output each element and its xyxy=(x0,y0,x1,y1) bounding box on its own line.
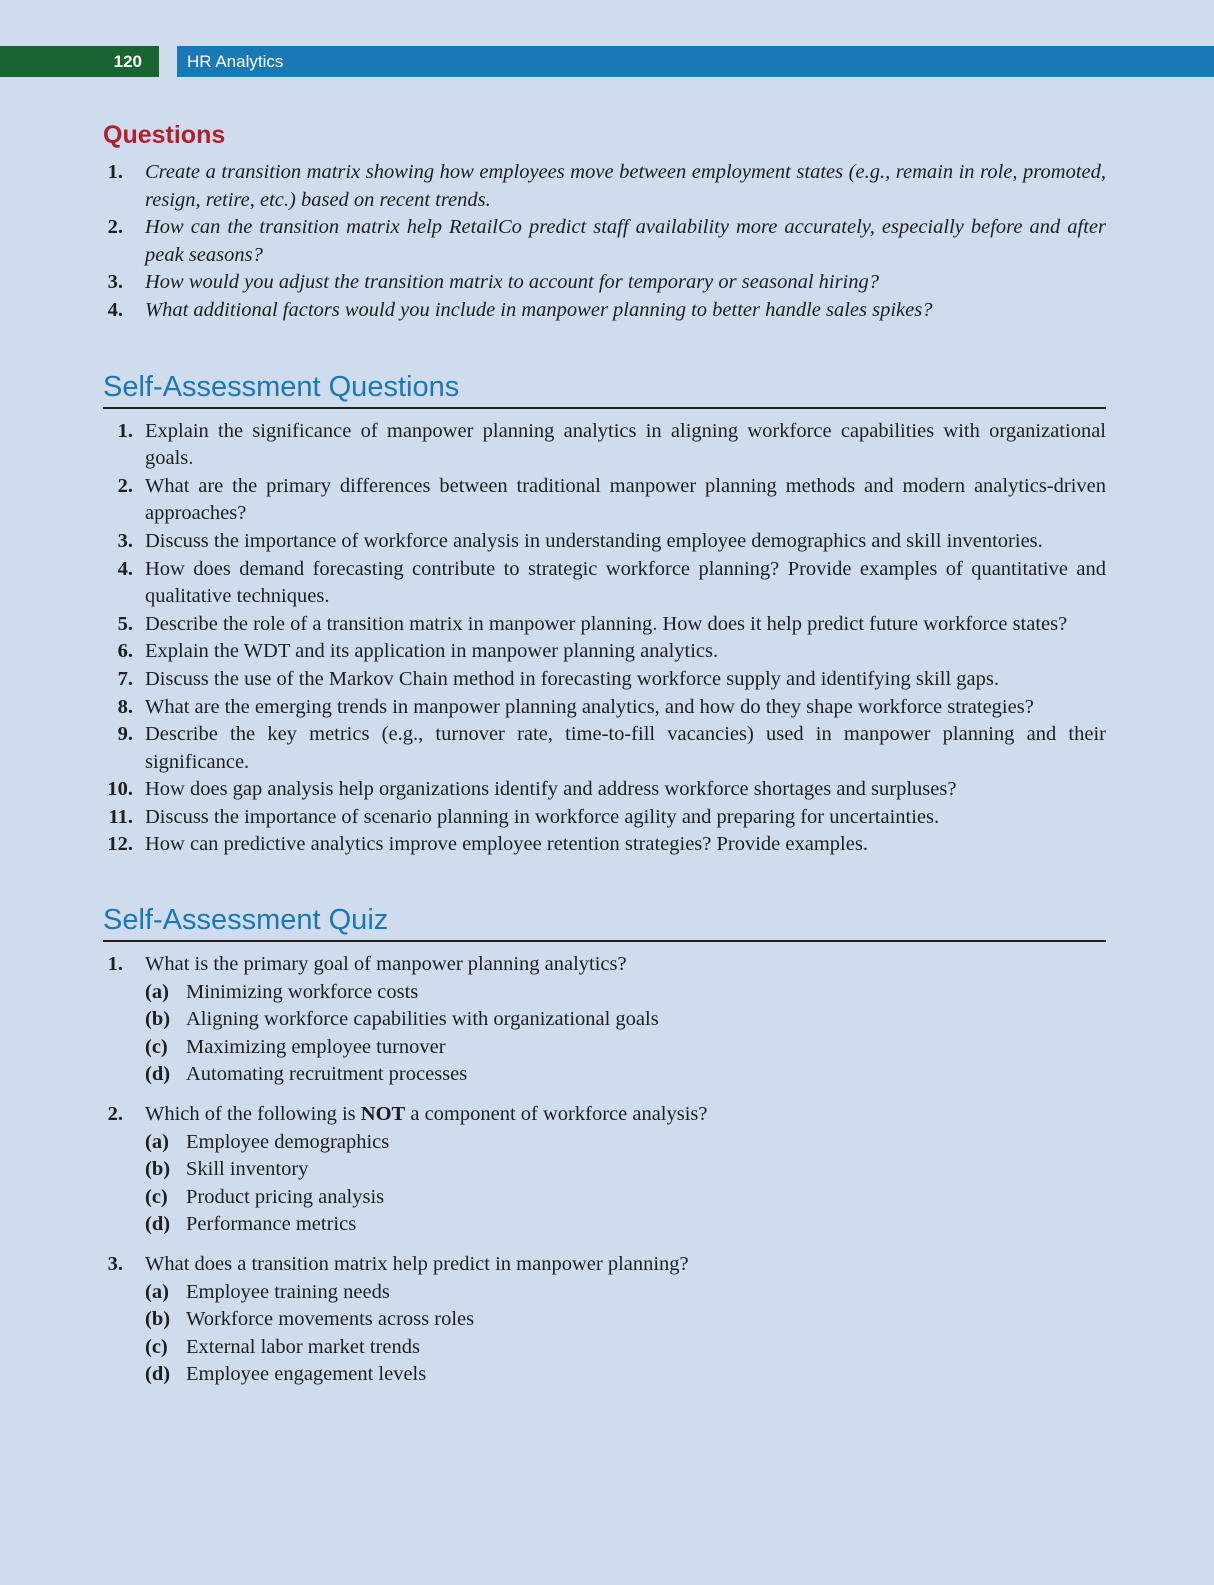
question-emphasis: NOT xyxy=(360,1103,406,1126)
option-letter: (b) xyxy=(145,1308,171,1331)
list-item xyxy=(103,804,1106,832)
list-item xyxy=(103,776,1106,804)
question-text-after: a component of workforce analysis? xyxy=(405,1103,708,1126)
item-text: How can the transition matrix help RetailCo predict staff availability more accurately, especially before and after peak seasons? xyxy=(145,216,1106,266)
self-assessment-quiz-heading: Self-Assessment Quiz xyxy=(103,902,1106,942)
item-number: 7. xyxy=(117,667,133,690)
item-text: What are the emerging trends in manpower planning analytics, and how do they shape workforce strategies? xyxy=(145,695,1034,718)
option-letter: (a) xyxy=(145,1280,169,1303)
option-list xyxy=(145,979,1106,1089)
list-item xyxy=(103,159,1106,214)
item-number: 2. xyxy=(107,216,123,239)
list-item xyxy=(103,269,1106,297)
quiz-option xyxy=(145,1361,1106,1389)
option-text: Employee training needs xyxy=(186,1280,390,1303)
option-text: Employee demographics xyxy=(186,1130,390,1153)
list-item xyxy=(103,556,1106,611)
item-number: 2. xyxy=(117,474,133,497)
questions-section xyxy=(103,116,1106,325)
list-item xyxy=(103,694,1106,722)
list-item xyxy=(103,418,1106,473)
item-number: 11. xyxy=(108,805,133,828)
option-letter: (d) xyxy=(145,1063,171,1086)
list-item xyxy=(103,666,1106,694)
questions-heading: Questions xyxy=(103,121,226,149)
quiz-question xyxy=(103,951,1106,1089)
item-number: 6. xyxy=(117,640,133,663)
item-number: 12. xyxy=(107,833,133,856)
list-item xyxy=(103,528,1106,556)
self-assessment-questions-heading: Self-Assessment Questions xyxy=(103,369,1106,409)
question-number: 3. xyxy=(107,1253,123,1275)
option-letter: (c) xyxy=(145,1035,168,1058)
option-letter: (c) xyxy=(145,1185,168,1208)
option-letter: (b) xyxy=(145,1158,171,1181)
option-text: Employee engagement levels xyxy=(186,1363,427,1386)
item-number: 3. xyxy=(117,529,133,552)
item-text: How would you adjust the transition matrix to account for temporary or seasonal hiring? xyxy=(145,271,880,294)
option-list xyxy=(145,1129,1106,1239)
question-text: What is the primary goal of manpower planning analytics? xyxy=(145,953,627,976)
quiz-question xyxy=(103,1101,1106,1239)
option-text: Performance metrics xyxy=(186,1213,357,1236)
option-text: External labor market trends xyxy=(186,1335,420,1358)
item-text: Explain the WDT and its application in manpower planning analytics. xyxy=(145,640,719,663)
option-text: Product pricing analysis xyxy=(186,1185,385,1208)
item-number: 3. xyxy=(107,271,123,294)
option-list xyxy=(145,1279,1106,1389)
quiz-option xyxy=(145,1306,1106,1334)
item-number: 8. xyxy=(117,695,133,718)
questions-list xyxy=(103,159,1106,325)
quiz-option xyxy=(145,1279,1106,1307)
quiz-option xyxy=(145,1006,1106,1034)
item-text: What are the primary differences between traditional manpower planning methods and modern analytics-driven approaches? xyxy=(145,474,1106,525)
item-number: 4. xyxy=(117,557,133,580)
quiz-option xyxy=(145,1061,1106,1089)
option-letter: (a) xyxy=(145,1130,169,1153)
option-text: Maximizing employee turnover xyxy=(186,1035,446,1058)
list-item xyxy=(103,721,1106,776)
list-item xyxy=(103,214,1106,269)
running-header xyxy=(0,46,1214,77)
item-text: How does gap analysis help organizations identify and address workforce shortages and surpluses? xyxy=(145,778,957,801)
quiz-option xyxy=(145,1334,1106,1362)
option-text: Automating recruitment processes xyxy=(186,1063,468,1086)
item-text: Create a transition matrix showing how employees move between employment states (e.g., remain in role, promoted, resign, retire, etc.) based on recent trends. xyxy=(145,161,1106,211)
question-number: 1. xyxy=(107,953,123,976)
quiz-option xyxy=(145,979,1106,1007)
item-text: Discuss the use of the Markov Chain method in forecasting workforce supply and identifying skill gaps. xyxy=(145,667,1000,690)
quiz-option xyxy=(145,1156,1106,1184)
item-text: Describe the role of a transition matrix in manpower planning. How does it help predict future workforce states? xyxy=(145,612,1068,635)
item-text: How can predictive analytics improve employee retention strategies? Provide examples. xyxy=(145,833,868,856)
page-content xyxy=(103,116,1106,1401)
list-item xyxy=(103,297,1106,325)
item-number: 5. xyxy=(117,612,133,635)
option-letter: (c) xyxy=(145,1335,168,1358)
option-letter: (d) xyxy=(145,1213,171,1236)
item-text: Discuss the importance of workforce analysis in understanding employee demographics and skill inventories. xyxy=(145,529,1043,552)
self-assessment-questions-section xyxy=(103,369,1106,860)
item-text: Explain the significance of manpower planning analytics in aligning workforce capabilities with organizational goals. xyxy=(145,419,1106,470)
running-title: HR Analytics xyxy=(177,46,1214,77)
option-text: Minimizing workforce costs xyxy=(186,980,419,1003)
list-item xyxy=(103,611,1106,639)
item-text: Describe the key metrics (e.g., turnover rate, time-to-fill vacancies) used in manpower planning and their significance. xyxy=(145,723,1106,773)
item-text: What additional factors would you include in manpower planning to better handle sales spikes? xyxy=(145,298,933,321)
option-text: Workforce movements across roles xyxy=(186,1308,475,1331)
option-text: Skill inventory xyxy=(186,1158,309,1181)
option-letter: (a) xyxy=(145,980,169,1003)
item-number: 4. xyxy=(107,298,123,321)
quiz-option xyxy=(145,1184,1106,1212)
quiz-option xyxy=(145,1129,1106,1157)
question-text: What does a transition matrix help predict in manpower planning? xyxy=(145,1253,689,1275)
question-number: 2. xyxy=(107,1103,123,1126)
item-number: 1. xyxy=(117,419,133,442)
item-text: How does demand forecasting contribute to strategic workforce planning? Provide examples of quantitative and qualitative techniques. xyxy=(145,557,1106,608)
option-letter: (b) xyxy=(145,1008,171,1031)
item-text: Discuss the importance of scenario planning in workforce agility and preparing for uncertainties. xyxy=(145,805,940,828)
quiz-question xyxy=(103,1251,1106,1389)
quiz-option xyxy=(145,1034,1106,1062)
page-number: 120 xyxy=(0,46,159,77)
item-number: 1. xyxy=(107,161,123,183)
list-item xyxy=(103,638,1106,666)
item-number: 10. xyxy=(107,778,133,801)
option-letter: (d) xyxy=(145,1363,171,1386)
option-text: Aligning workforce capabilities with organizational goals xyxy=(186,1008,659,1031)
self-assessment-questions-list xyxy=(103,418,1106,860)
question-text-before: Which of the following is xyxy=(145,1103,361,1126)
item-number: 9. xyxy=(117,723,133,746)
quiz-list xyxy=(103,951,1106,1389)
list-item xyxy=(103,473,1106,528)
self-assessment-quiz-section xyxy=(103,902,1106,1389)
list-item xyxy=(103,831,1106,859)
quiz-option xyxy=(145,1211,1106,1239)
question-text xyxy=(145,1101,1106,1129)
